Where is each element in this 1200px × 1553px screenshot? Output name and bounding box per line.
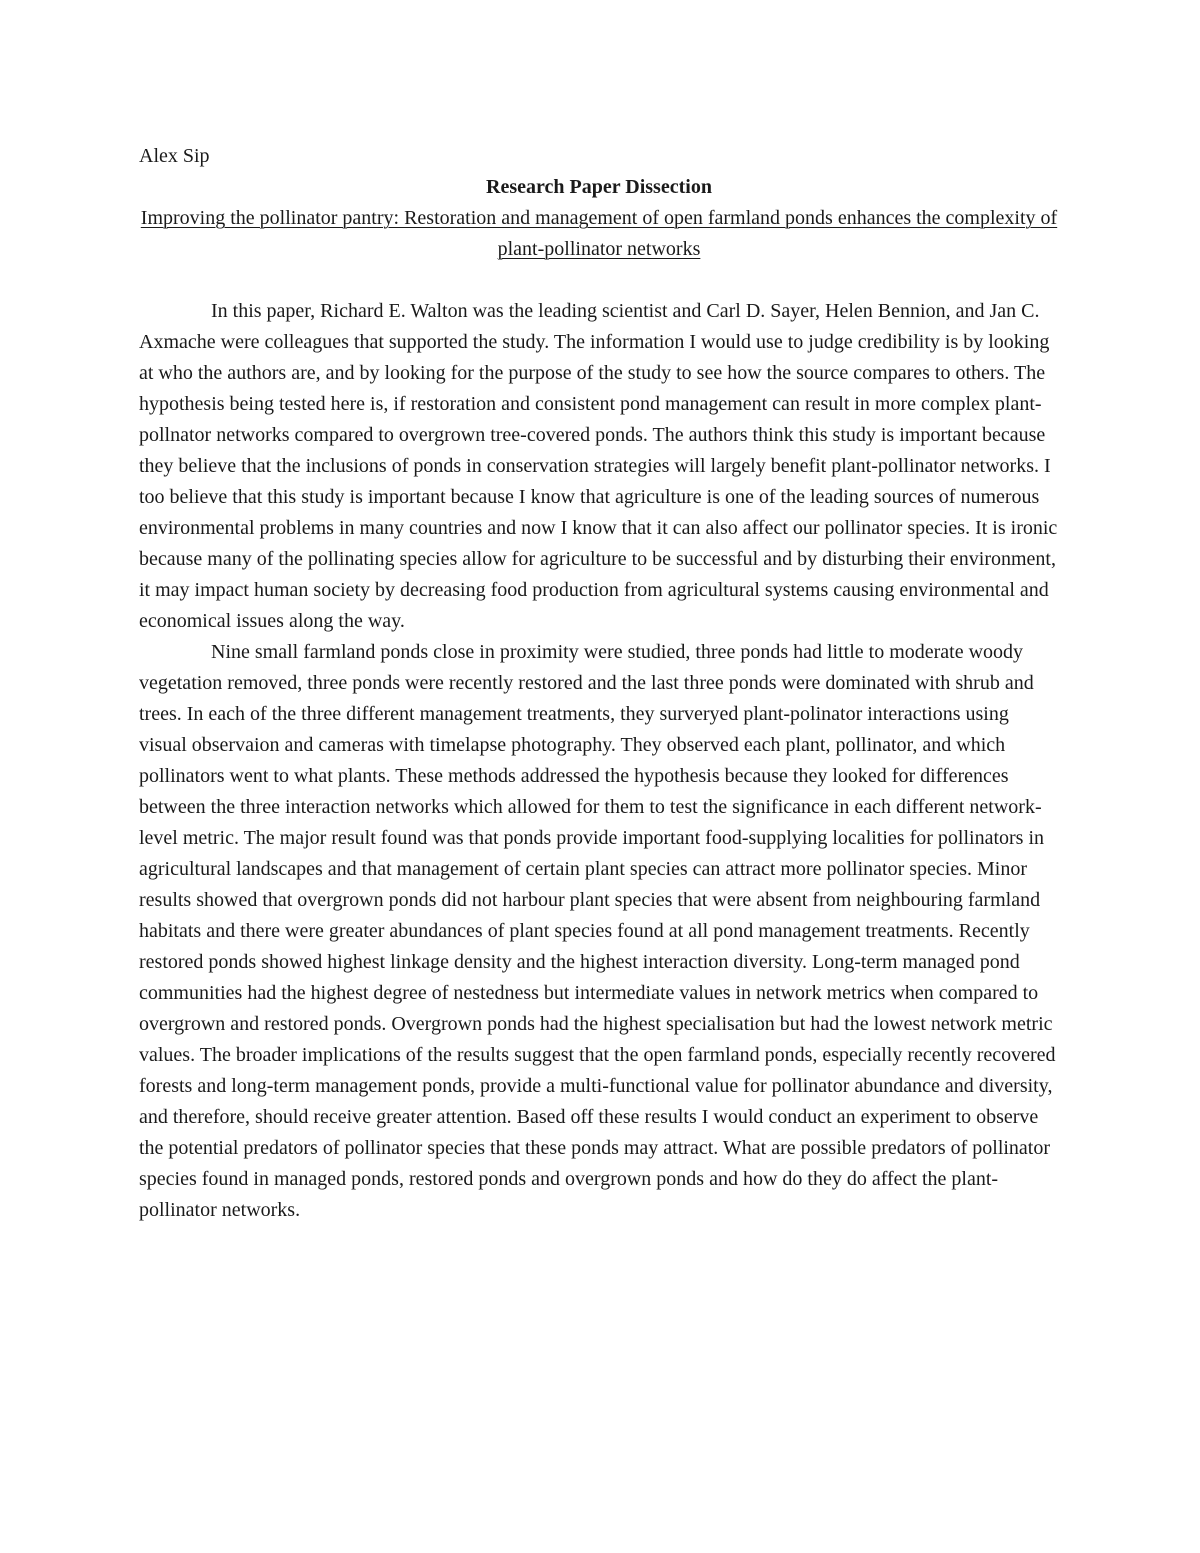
- document-title: Research Paper Dissection: [486, 176, 712, 198]
- blank-line: [139, 265, 1059, 296]
- paragraph-methods-results: Nine small farmland ponds close in proximity were studied, three ponds had little to moderate woody vegetation removed, three ponds were recently restored and the last three ponds were dominated with shrub and trees. In each of the three different management treatments, they surveryed plant-polinator interactions using visual observaion and cameras with timelapse photography. They observed each plant, pollinator, and which pollinators went to what plants. These methods addressed the hypothesis because they looked for differences between the three interaction networks which allowed for them to test the significance in each different network-level metric. The major result found was that ponds provide important food-supplying localities for pollinators in agricultural landscapes and that management of certain plant species can attract more pollinator species. Minor results showed that overgrown ponds did not harbour plant species that were absent from neighbouring farmland habitats and there were greater abundances of plant species found at all pond management treatments. Recently restored ponds showed highest linkage density and the highest interaction diversity. Long-term managed pond communities had the highest degree of nestedness but intermediate values in network metrics when compared to overgrown and restored ponds. Overgrown ponds had the highest specialisation but had the lowest network metric values. The broader implications of the results suggest that the open farmland ponds, especially recently recovered forests and long-term management ponds, provide a multi-functional value for pollinator abundance and diversity, and therefore, should receive greater attention. Based off these results I would conduct an experiment to observe the potential predators of pollinator species that these ponds may attract. What are possible predators of pollinator species found in managed ponds, restored ponds and overgrown ponds and how do they do affect the plant-pollinator networks.: [139, 641, 1056, 1221]
- paper-title-subtitle: Improving the pollinator pantry: Restoration and management of open farmland ponds enhances the complexity of plant-pollinator networks: [140, 207, 1058, 260]
- document-body: [139, 141, 1059, 1226]
- author-name: Alex Sip: [139, 145, 210, 167]
- paragraph-introduction: In this paper, Richard E. Walton was the leading scientist and Carl D. Sayer, Helen Bennion, and Jan C. Axmache were colleagues that supported the study. The information I would use to judge credibility is by looking at who the authors are, and by looking for the purpose of the study to see how the source compares to others. The hypothesis being tested here is, if restoration and consistent pond management can result in more complex plant-pollnator networks compared to overgrown tree-covered ponds. The authors think this study is important because they believe that the inclusions of ponds in conservation strategies will largely benefit plant-pollinator networks. I too believe that this study is important because I know that agriculture is one of the leading sources of numerous environmental problems in many countries and now I know that it can also affect our pollinator species. It is ironic because many of the pollinating species allow for agriculture to be successful and by disturbing their environment, it may impact human society by decreasing food production from agricultural systems causing environmental and economical issues along the way.: [139, 300, 1058, 632]
